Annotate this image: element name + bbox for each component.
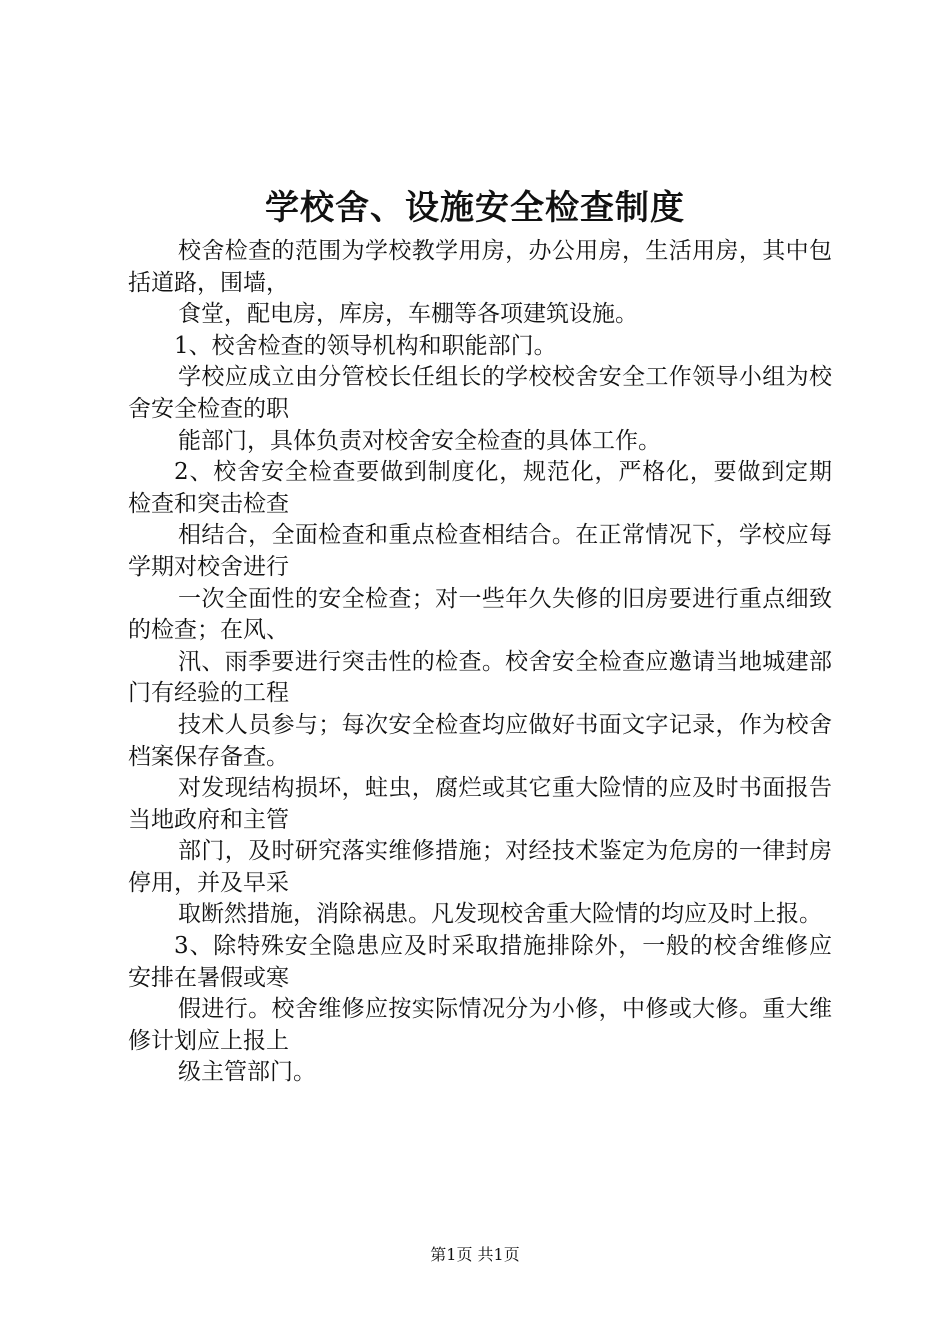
paragraph: 部门，及时研究落实维修措施；对经技术鉴定为危房的一律封房停用，并及早采: [128, 838, 832, 896]
section-heading: 1、校舍检查的领导机构和职能部门。: [174, 332, 557, 359]
paragraph: 技术人员参与；每次安全检查均应做好书面文字记录，作为校舍档案保存备查。: [128, 711, 832, 770]
paragraph: 一次全面性的安全检查；对一些年久失修的旧房要进行重点细致的检查；在风、: [128, 585, 832, 644]
page-footer: 第1页 共1页: [430, 1245, 520, 1264]
paragraph: 2、校舍安全检查要做到制度化，规范化，严格化，要做到定期检查和突击检查: [128, 459, 832, 517]
document-body: [128, 236, 832, 1089]
paragraph: 能部门，具体负责对校舍安全检查的具体工作。: [178, 427, 661, 454]
paragraph: 假进行。校舍维修应按实际情况分为小修，中修或大修。重大维修计划应上报上: [128, 996, 832, 1054]
paragraph: 级主管部门。: [178, 1059, 316, 1086]
paragraph: 食堂，配电房，库房，车棚等各项建筑设施。: [178, 301, 638, 328]
paragraph: 相结合，全面检查和重点检查相结合。在正常情况下，学校应每学期对校舍进行: [128, 522, 832, 580]
paragraph: 3、除特殊安全隐患应及时采取措施排除外，一般的校舍维修应安排在暑假或寒: [128, 933, 832, 991]
paragraph: 汛、雨季要进行突击性的检查。校舍安全检查应邀请当地城建部门有经验的工程: [128, 648, 832, 707]
paragraph: 对发现结构损坏，蛀虫，腐烂或其它重大险情的应及时书面报告当地政府和主管: [128, 775, 832, 833]
paragraph: 校舍检查的范围为学校教学用房，办公用房，生活用房，其中包括道路，围墙，: [128, 238, 832, 296]
paragraph: 学校应成立由分管校长任组长的学校校舍安全工作领导小组为校舍安全检查的职: [128, 364, 832, 422]
document-title: 学校舍、设施安全检查制度: [265, 188, 685, 228]
paragraph: 取断然措施，消除祸患。凡发现校舍重大险情的均应及时上报。: [178, 901, 822, 928]
